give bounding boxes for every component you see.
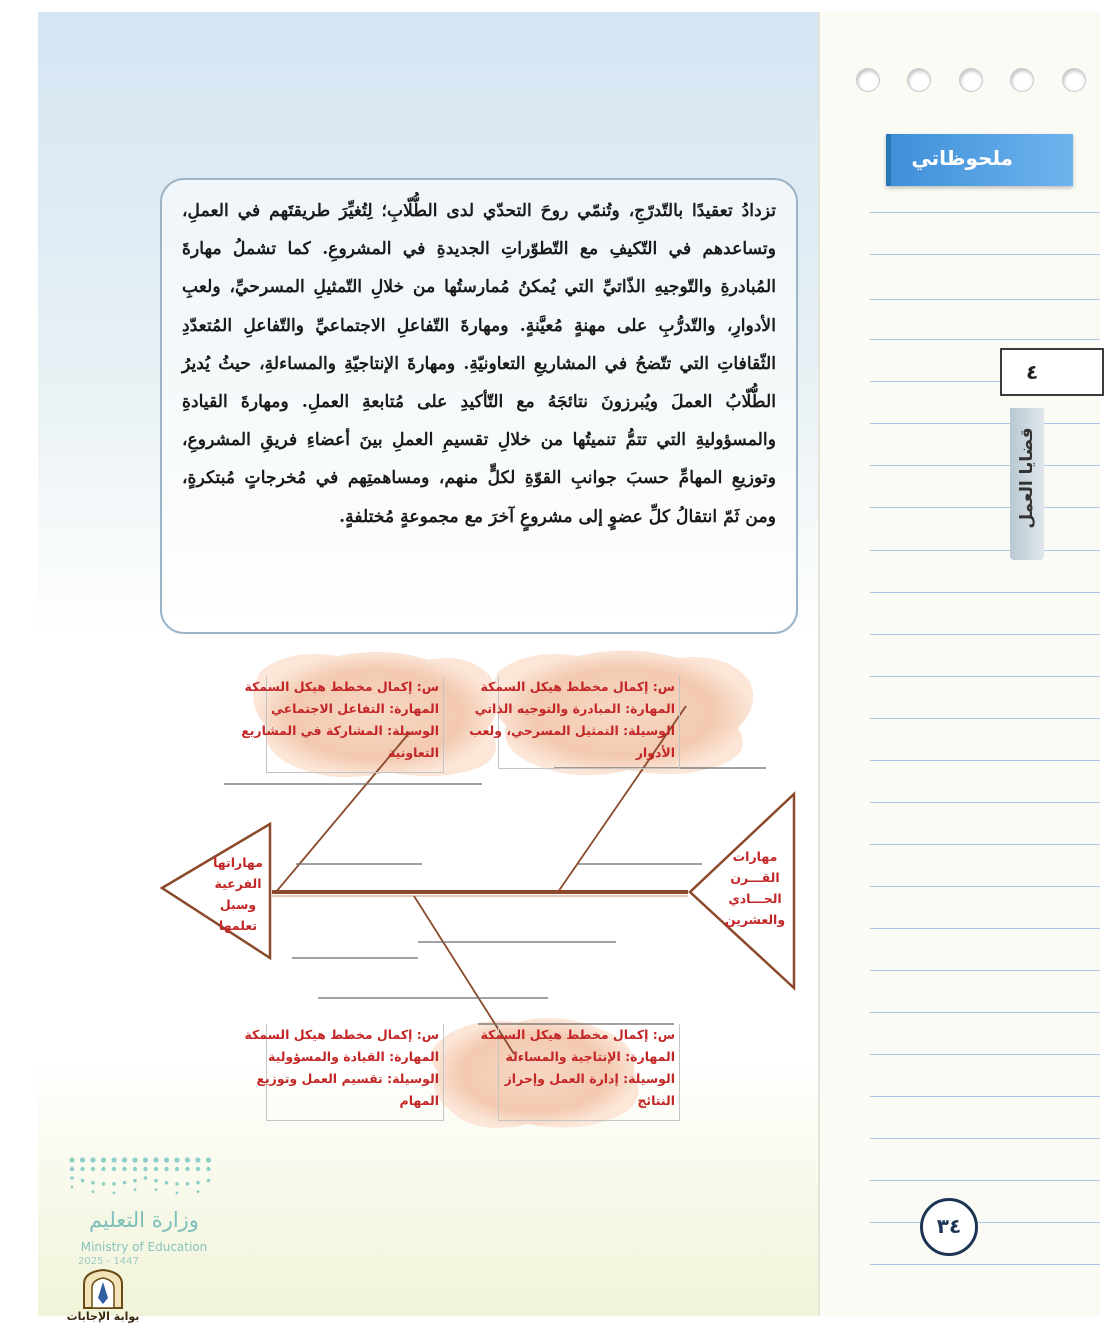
head-label-line: مهارات [732, 849, 778, 864]
ministry-dot [206, 1167, 210, 1171]
portal-label: بوابة الإجابات [66, 1310, 140, 1323]
ministry-dot [133, 1167, 137, 1171]
notebook-rule [870, 299, 1100, 300]
card-means-cont: المهام [399, 1093, 439, 1108]
notebook-rule [870, 212, 1100, 213]
binder-hole [907, 68, 931, 92]
notebook-rule [870, 970, 1100, 971]
notebook-rule [870, 1264, 1100, 1265]
ministry-dot [154, 1179, 158, 1183]
chapter-number-box [1000, 348, 1104, 396]
ministry-dot [69, 1157, 74, 1162]
head-label-line: القـــرن [730, 870, 780, 885]
ministry-dot [176, 1191, 179, 1194]
card-means-cont: النتائج [637, 1093, 675, 1108]
notebook-rule [870, 1138, 1100, 1139]
ministry-dot [186, 1182, 190, 1186]
page-number-badge [920, 1198, 978, 1256]
ministry-name-ar: وزارة التعليم [89, 1208, 199, 1232]
ministry-dot [90, 1157, 95, 1162]
ministry-dot [70, 1176, 74, 1180]
notebook-rule [870, 1096, 1100, 1097]
card-question: س: إكمال مخطط هيكل السمكة [244, 679, 439, 694]
paragraph-text: تزدادُ تعقيدًا بالتّدرّجِ، وتُنمّي روحَ التحدّي لدى الطُّلّابِ؛ لِتُغيِّرَ طريقتَهم في العملِ، وتساعدهم في التّكيفِ مع التّطوّراتِ الجديدةِ في المشروعِ. كما تشملُ مهارةَ المُبادرةِ والتّوجيهِ الذّاتيِّ التي يُمكنُ مُمارستُها من خلالِ التّمثيلِ المسرحيِّ، ولعبِ الأدوارِ، والتّدرُّبِ على مهنةٍ مُعيَّنةٍ. ومهارةَ التّفاعلِ الاجتماعيِّ والتّفاعلِ المُتعدّدِ الثّقافاتِ التي تتّضحُ في المشاريعِ التعاونيّةِ. ومهارةَ الإنتاجيّةِ والمساءلةِ، حيثُ يُديرُ الطُّلّابُ العملَ ويُبرزونَ نتائجَهُ مع التّأكيدِ على مُتابعةِ العملِ. ومهارةَ القيادةِ والمسؤوليةِ التي تتمُّ تنميتُها من خلالِ تقسيمِ العملِ بينَ أعضاءِ فريقِ المشروعِ، وتوزيعِ المهامِّ حسبَ جوانبِ القوّةِ لكلٍّ منهم، ومساهمتِهم في مُخرجاتٍ مُبتكرةٍ، ومن ثَمّ انتقالُ كلِّ عضوٍ إلى مشروعٍ آخرَ مع مجموعةٍ مُختلفةٍ. [182, 201, 776, 527]
ministry-dot [175, 1167, 179, 1171]
ministry-dot [91, 1181, 95, 1185]
ministry-dot [132, 1157, 137, 1162]
tail-label-line: تعلمها [218, 918, 258, 933]
fish-head-label [720, 846, 790, 930]
notebook-rule [870, 550, 1100, 551]
ministry-dot [164, 1167, 168, 1171]
ministry-dot [80, 1167, 84, 1171]
ministry-dot [91, 1167, 95, 1171]
card-skill: المهارة: التفاعل الاجتماعي [270, 701, 439, 716]
notes-sidebar [818, 12, 1100, 1316]
card-means: الوسيلة: التمثيل المسرحي، ولعب [469, 723, 675, 738]
card-question: س: إكمال مخطط هيكل السمكة [244, 1027, 439, 1042]
card-means-cont: الأدوار [635, 745, 675, 760]
card-question: س: إكمال مخطط هيكل السمكة [480, 679, 675, 694]
ministry-dot [111, 1157, 116, 1162]
ministry-dot [80, 1157, 85, 1162]
notebook-rule [870, 254, 1100, 255]
card-question: س: إكمال مخطط هيكل السمكة [480, 1027, 675, 1042]
card-top-right [469, 676, 680, 769]
card-bottom-left [244, 1024, 444, 1121]
ministry-dot [102, 1182, 106, 1186]
binder-hole [959, 68, 983, 92]
ministry-dot [196, 1181, 200, 1185]
notebook-rule [870, 1012, 1100, 1013]
portal-logo [66, 1268, 140, 1328]
ministry-dot [71, 1186, 74, 1189]
ministry-dot [164, 1157, 169, 1162]
ministry-dot [174, 1157, 179, 1162]
ministry-dot [101, 1167, 105, 1171]
notebook-rule [870, 507, 1100, 508]
notebook-rule [870, 886, 1100, 887]
chapter-tab [1010, 408, 1044, 560]
ministry-dot [143, 1157, 148, 1162]
notebook-rule [870, 1222, 1100, 1223]
ministry-dot [206, 1157, 211, 1162]
card-means: الوسيلة: تقسيم العمل وتوزيع [256, 1071, 439, 1086]
binder-hole [1062, 68, 1086, 92]
tail-label-line: وسبل [219, 897, 257, 912]
chapter-tab-label: قضايا العمل [1017, 427, 1037, 529]
card-means: الوسيلة: المشاركة في المشاريع [241, 723, 439, 738]
ministry-dot [154, 1167, 158, 1171]
notebook-rule [870, 844, 1100, 845]
ministry-dot [101, 1157, 106, 1162]
card-skill: المهارة: القيادة والمسؤولية [268, 1049, 439, 1064]
fish-tail-label [208, 852, 268, 936]
ministry-dot [134, 1188, 137, 1191]
notebook-rule [870, 423, 1100, 424]
notebook-rule [870, 718, 1100, 719]
notebook-rule [870, 592, 1100, 593]
card-bottom-right [480, 1024, 680, 1121]
ministry-dot [122, 1157, 127, 1162]
chapter-number: ٤ [1026, 360, 1039, 384]
notebook-rule [870, 928, 1100, 929]
binder-hole [856, 68, 880, 92]
card-skill: المهارة: المبادرة والتوجيه الذاتي [474, 701, 675, 716]
card-means: الوسيلة: إدارة العمل وإحراز [504, 1071, 675, 1086]
ministry-dot [122, 1167, 126, 1171]
ministry-dot [165, 1181, 169, 1185]
ministry-dot [175, 1182, 179, 1186]
notebook-rule [870, 634, 1100, 635]
ministry-dots-icon [64, 1152, 224, 1202]
tail-label-line: الفرعية [214, 876, 262, 891]
ministry-dot [123, 1181, 127, 1185]
ministry-dot [207, 1179, 211, 1183]
binder-hole [1010, 68, 1034, 92]
ministry-dot [70, 1167, 74, 1171]
notebook-rule [870, 1054, 1100, 1055]
tail-label-line: مهاراتها [213, 855, 263, 870]
ministry-dot [185, 1157, 190, 1162]
notebook-rule [870, 339, 1100, 340]
notes-label-text: ملحوظاتي [911, 146, 1013, 170]
ministry-dot [197, 1190, 200, 1193]
ministry-dot [113, 1191, 116, 1194]
ministry-dot [196, 1167, 200, 1171]
ministry-dot [185, 1167, 189, 1171]
notebook-rule [870, 676, 1100, 677]
notebook-rule [870, 1180, 1100, 1181]
page-number: ٣٤ [936, 1214, 962, 1238]
ministry-logo [64, 1152, 224, 1267]
ministry-dot [133, 1179, 137, 1183]
textbook-page [38, 12, 1098, 1323]
head-label-line: والعشرين [724, 912, 786, 927]
ministry-dot [81, 1179, 85, 1183]
head-label-line: الحـــادي [728, 891, 782, 906]
card-skill: المهارة: الإنتاجية والمساءلة [505, 1049, 675, 1064]
notebook-rule [870, 760, 1100, 761]
ministry-years: 2025 - 1447 [78, 1256, 139, 1267]
notebook-rule [870, 465, 1100, 466]
notes-label [886, 134, 1073, 186]
ministry-dot [112, 1167, 116, 1171]
ministry-dot [144, 1176, 148, 1180]
portal-arch-icon [66, 1268, 140, 1310]
ministry-name-en: Ministry of Education [80, 1240, 208, 1254]
ministry-dot [153, 1157, 158, 1162]
card-top-left [241, 676, 444, 773]
notebook-rule [870, 802, 1100, 803]
ministry-dot [112, 1182, 116, 1186]
ministry-dot [195, 1157, 200, 1162]
ministry-dot [92, 1190, 95, 1193]
ministry-dot [143, 1167, 147, 1171]
ministry-dot [155, 1188, 158, 1191]
card-means-cont: التعاونية [388, 745, 439, 760]
